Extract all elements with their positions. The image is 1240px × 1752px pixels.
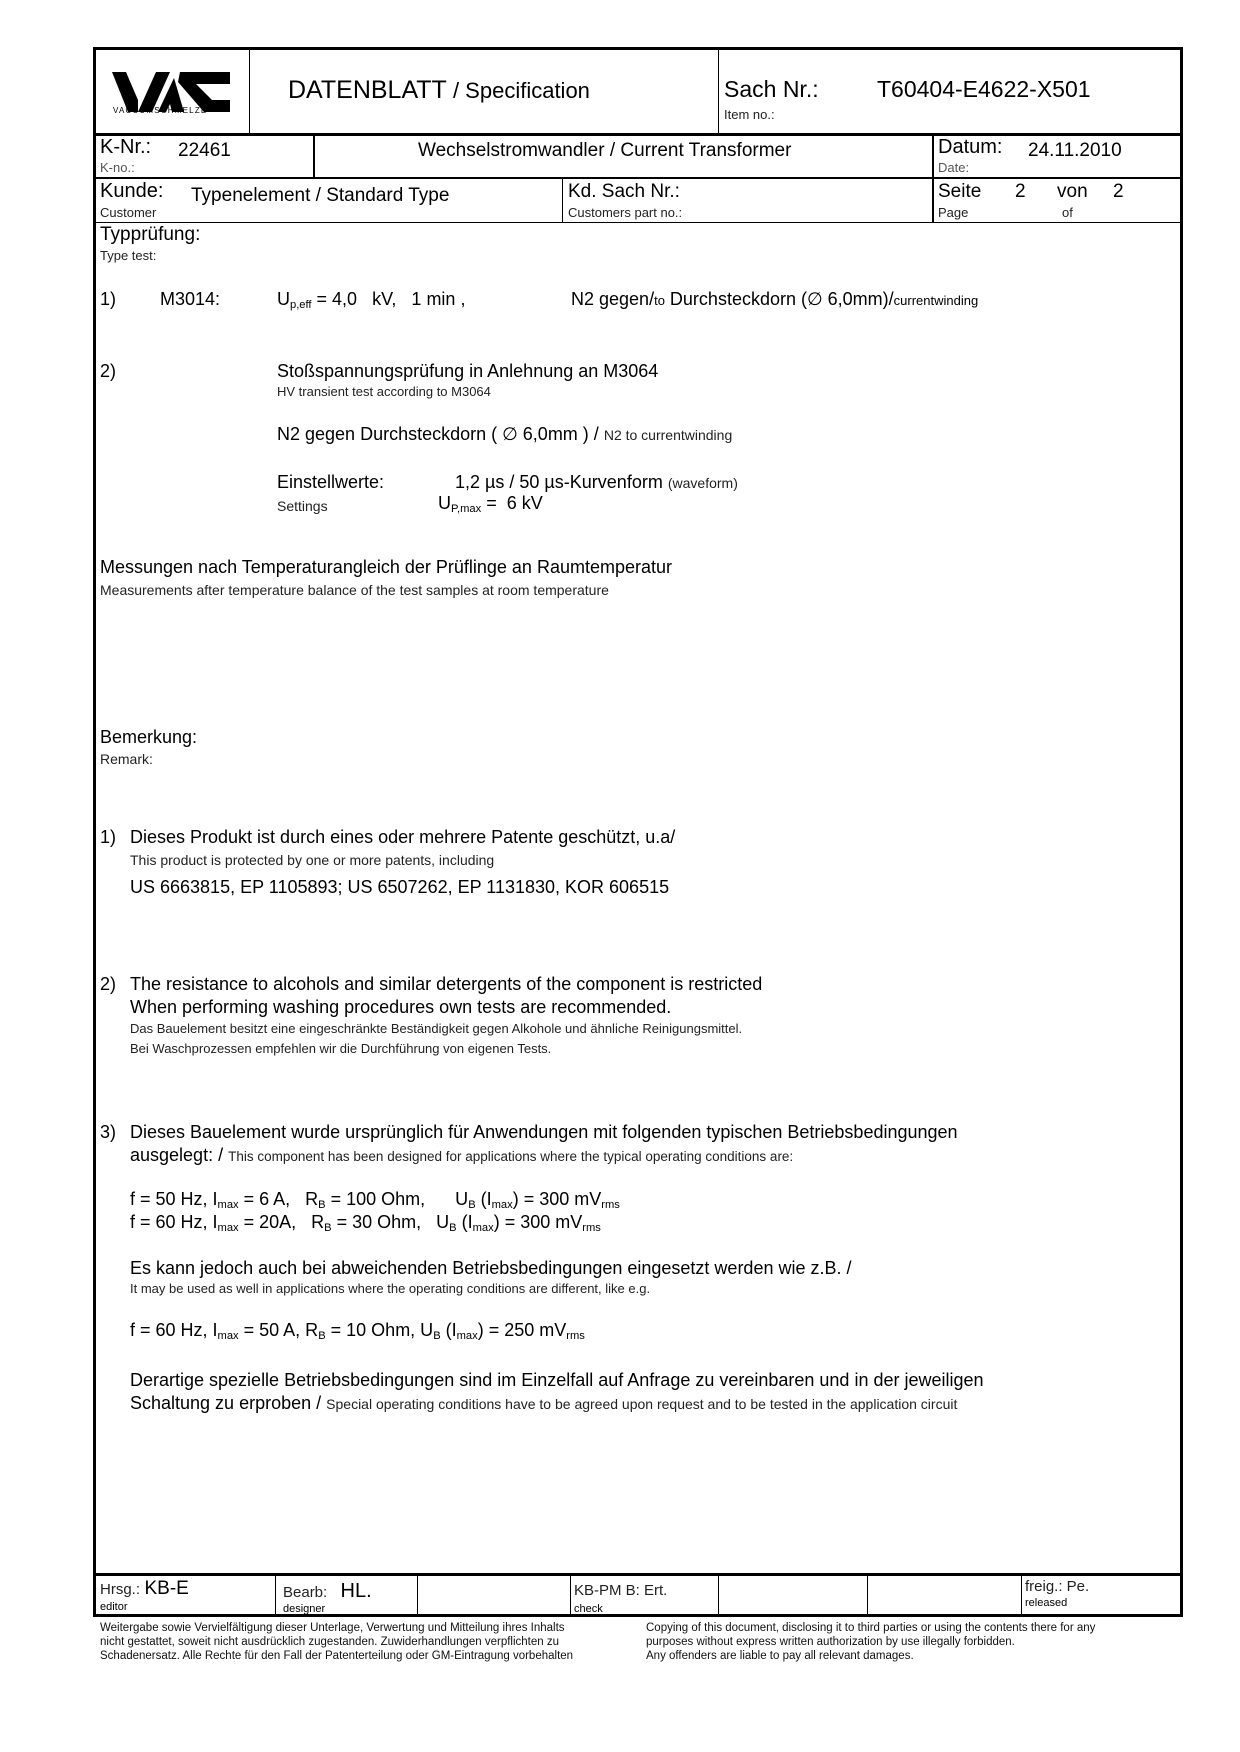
test2-n2-en: N2 to currentwinding	[603, 427, 733, 443]
c1-ub-sub: B	[468, 1199, 476, 1211]
editor-label: Hrsg.:	[100, 1581, 141, 1598]
footer-col-2	[417, 1575, 418, 1617]
date-label-en: Date:	[938, 160, 970, 175]
c2-ub-b: ) = 300 mV	[493, 1212, 583, 1232]
remark3-number: 3)	[100, 1122, 117, 1142]
kno-value: 22461	[178, 140, 231, 161]
u-sub: p,eff	[290, 299, 312, 311]
editor-field	[100, 1578, 189, 1600]
type-test-heading: Typprüfung:	[100, 224, 201, 245]
document-title	[288, 76, 590, 105]
n2-de: N2 gegen/	[571, 289, 655, 309]
check-label: KB-PM B: Ert.	[574, 1582, 668, 1599]
legal-en-line: Any offenders are liable to pay all relevant damages.	[646, 1650, 914, 1662]
designer-label-en: designer	[283, 1603, 326, 1615]
c3-ub-a: (I	[440, 1320, 457, 1340]
kno-divider	[313, 135, 315, 178]
product-title: Wechselstromwandler / Current Transformer	[418, 140, 792, 161]
patent-list: US 6663815, EP 1105893; US 6507262, EP 1131830, KOR 606515	[130, 877, 670, 897]
waveform-de: 1,2 µs / 50 µs-Kurvenform	[455, 472, 663, 492]
test1-code: M3014:	[160, 289, 221, 309]
logo-subtitle: VACUUMSCHMELZE	[113, 106, 208, 115]
title-sep: /	[446, 78, 466, 103]
date-value: 24.11.2010	[1028, 140, 1122, 161]
c3-rb-sub: B	[318, 1330, 326, 1342]
n2-en: currentwinding	[893, 293, 979, 308]
c2-rms: rms	[582, 1222, 601, 1234]
remark3-de-line1: Dieses Bauelement wurde ursprünglich für Anwendungen mit folgenden typischen Betriebsbedingungen	[130, 1122, 958, 1142]
waveform	[455, 472, 738, 493]
editor-value: KB-E	[144, 1578, 189, 1599]
c3-imax: = 50 A, R	[238, 1320, 319, 1340]
waveform-en: (waveform)	[667, 475, 738, 491]
test1-number: 1)	[100, 289, 117, 309]
remark2-en-line1: The resistance to alcohols and similar detergents of the component is restricted	[130, 974, 763, 994]
test1-n2	[571, 289, 978, 310]
c1-rms: rms	[601, 1199, 620, 1211]
footer-col-5	[867, 1575, 868, 1617]
remark3-de-line2: ausgelegt: /	[130, 1145, 224, 1165]
remark-heading: Bemerkung:	[100, 727, 198, 747]
test2-title-en: HV transient test according to M3064	[277, 384, 491, 399]
header-divider-1	[93, 133, 1183, 136]
remark3-en-line2: This component has been designed for applications where the typical operating conditions are:	[228, 1149, 794, 1164]
c2-ub-sub: B	[449, 1222, 457, 1234]
test2-title: Stoßspannungsprüfung in Anlehnung an M3064	[277, 361, 659, 381]
type-test-heading-en: Type test:	[100, 248, 157, 263]
item-no-label-en: Item no.:	[724, 107, 775, 122]
c3-rb: = 10 Ohm, U	[325, 1320, 434, 1340]
released-label-en: released	[1025, 1597, 1068, 1609]
customer-value: Typenelement / Standard Type	[191, 185, 450, 206]
item-divider	[718, 47, 719, 135]
u-symbol: U	[277, 289, 290, 309]
special-conditions-de-line1: Derartige spezielle Betriebsbedingungen sind im Einzelfall auf Anfrage zu vereinbaren und in der jeweiligen	[130, 1370, 984, 1390]
cust-part-divider	[562, 178, 563, 223]
special-en: Special operating conditions have to be agreed upon request and to be tested in the application circuit	[326, 1396, 958, 1412]
measurements-heading: Messungen nach Temperaturangleich der Prüflinge an Raumtemperatur	[100, 557, 672, 577]
item-no-value: T60404-E4622-X501	[877, 76, 1091, 102]
c2-rb-sub: B	[324, 1222, 332, 1234]
c1-imax-sub: max	[217, 1199, 239, 1211]
designer-field	[283, 1580, 372, 1603]
up-symbol: U	[438, 493, 451, 513]
remark2-de-line1: Das Bauelement besitzt eine eingeschränkte Beständigkeit gegen Alkohole und ähnliche Reinigungsmittel.	[130, 1021, 743, 1036]
remark2-en-line2: When performing washing procedures own tests are recommended.	[130, 997, 672, 1017]
remark1-en: This product is protected by one or more patents, including	[130, 852, 495, 868]
alt-conditions-de: Es kann jedoch auch bei abweichenden Betriebsbedingungen eingesetzt werden wie z.B. /	[130, 1258, 852, 1278]
footer-divider	[93, 1573, 1183, 1576]
legal-de-line: nicht gestattet, soweit nicht ausdrücklich zugestanden. Zuwiderhandlungen verpflichten zu	[100, 1636, 559, 1648]
c1-ub-a: (I	[475, 1189, 492, 1209]
condition-60hz-50a	[130, 1320, 585, 1342]
alt-conditions-en: It may be used as well in applications where the operating conditions are different, like e.g.	[130, 1281, 651, 1296]
footer-col-4	[718, 1575, 719, 1617]
remark2-number: 2)	[100, 974, 117, 994]
c3-ub-sub: B	[433, 1330, 441, 1342]
c1-ub-b: ) = 300 mV	[512, 1189, 602, 1209]
c1-imax: = 6 A, R	[238, 1189, 319, 1209]
released-label: freig.: Pe.	[1025, 1578, 1090, 1595]
date-label: Datum:	[938, 136, 1003, 158]
c3-imax-sub: max	[217, 1330, 239, 1342]
condition-60hz-20a	[130, 1212, 601, 1234]
item-no-label: Sach Nr.:	[724, 76, 819, 102]
legal-notice-en	[646, 1621, 1095, 1663]
u-value: = 4,0 kV, 1 min ,	[316, 289, 466, 309]
date-divider	[932, 135, 934, 223]
page-label-en: Page	[938, 205, 969, 220]
remark1-de: Dieses Produkt ist durch eines oder mehrere Patente geschützt, u.a/	[130, 827, 676, 847]
c2-ub-imax-sub: max	[472, 1222, 494, 1234]
special-conditions-line2	[130, 1393, 957, 1414]
c2-rb: = 30 Ohm, U	[331, 1212, 450, 1232]
title-de: DATENBLATT	[288, 76, 447, 104]
legal-de-line: Weitergabe sowie Vervielfältigung dieser Unterlage, Verwertung und Mitteilung ihres Inhalts	[100, 1622, 565, 1634]
settings-label: Einstellwerte:	[277, 472, 385, 492]
page-of-label-en: of	[1062, 205, 1073, 220]
remark2-de-line2: Bei Waschprozessen empfehlen wir die Durchführung von eigenen Tests.	[130, 1041, 552, 1056]
c1-f: f = 50 Hz, I	[130, 1189, 218, 1209]
check-label-en: check	[574, 1603, 603, 1615]
up-sub: P,max	[451, 503, 482, 515]
c2-ub-a: (I	[456, 1212, 473, 1232]
legal-en-line: purposes without express written authorization by use illegally forbidden.	[646, 1636, 1015, 1648]
test2-n2	[277, 424, 732, 445]
remark3-line2	[130, 1145, 793, 1166]
c1-ub-imax-sub: max	[491, 1199, 513, 1211]
c3-ub-imax-sub: max	[456, 1330, 478, 1342]
n2-to: to	[654, 293, 665, 308]
page-label: Seite	[938, 181, 982, 202]
c1-rb-sub: B	[318, 1199, 326, 1211]
c3-f: f = 60 Hz, I	[130, 1320, 218, 1340]
logo-divider	[249, 47, 250, 135]
header-divider-3	[93, 222, 1183, 223]
footer-col-6	[1021, 1575, 1022, 1617]
customer-label-en: Customer	[100, 205, 157, 220]
page-current: 2	[1015, 181, 1026, 202]
c1-rb: = 100 Ohm, U	[325, 1189, 469, 1209]
page-of-label: von	[1057, 181, 1088, 202]
customer-label: Kunde:	[100, 180, 164, 202]
test2-n2-de: N2 gegen Durchsteckdorn ( ∅ 6,0mm ) /	[277, 424, 599, 444]
measurements-heading-en: Measurements after temperature balance of the test samples at room temperature	[100, 582, 609, 598]
cust-part-label-en: Customers part no.:	[568, 205, 683, 220]
up-max	[438, 493, 543, 515]
cust-part-label: Kd. Sach Nr.:	[568, 181, 680, 202]
title-en: Specification	[465, 78, 590, 103]
c3-ub-b: ) = 250 mV	[477, 1320, 567, 1340]
legal-en-line: Copying of this document, disclosing it to third parties or using the contents there for any	[646, 1622, 1096, 1634]
footer-col-3	[570, 1575, 571, 1617]
kno-label: K-Nr.:	[100, 136, 152, 158]
page-total: 2	[1113, 181, 1124, 202]
settings-label-en: Settings	[277, 498, 328, 514]
designer-value: HL.	[340, 1580, 372, 1602]
test2-number: 2)	[100, 361, 117, 381]
legal-notice-de	[100, 1621, 573, 1663]
c2-imax-sub: max	[217, 1222, 239, 1234]
legal-de-line: Schadenersatz. Alle Rechte für den Fall der Patenterteilung oder GM-Eintragung vorbehalten	[100, 1650, 574, 1662]
c2-f: f = 60 Hz, I	[130, 1212, 218, 1232]
up-value: = 6 kV	[481, 493, 543, 513]
header-divider-2	[93, 177, 1183, 179]
condition-50hz	[130, 1189, 620, 1211]
remark-heading-en: Remark:	[100, 751, 153, 767]
c2-imax: = 20A, R	[238, 1212, 325, 1232]
designer-label: Bearb:	[283, 1584, 328, 1601]
footer-col-1	[275, 1575, 276, 1617]
test1-voltage	[277, 289, 465, 311]
n2-rest: Durchsteckdorn (∅ 6,0mm)/	[664, 289, 894, 309]
editor-label-en: editor	[100, 1601, 128, 1613]
kno-label-en: K-no.:	[100, 160, 135, 175]
c3-rms: rms	[566, 1330, 585, 1342]
remark1-number: 1)	[100, 827, 117, 847]
special-de-line2: Schaltung zu erproben /	[130, 1393, 322, 1413]
